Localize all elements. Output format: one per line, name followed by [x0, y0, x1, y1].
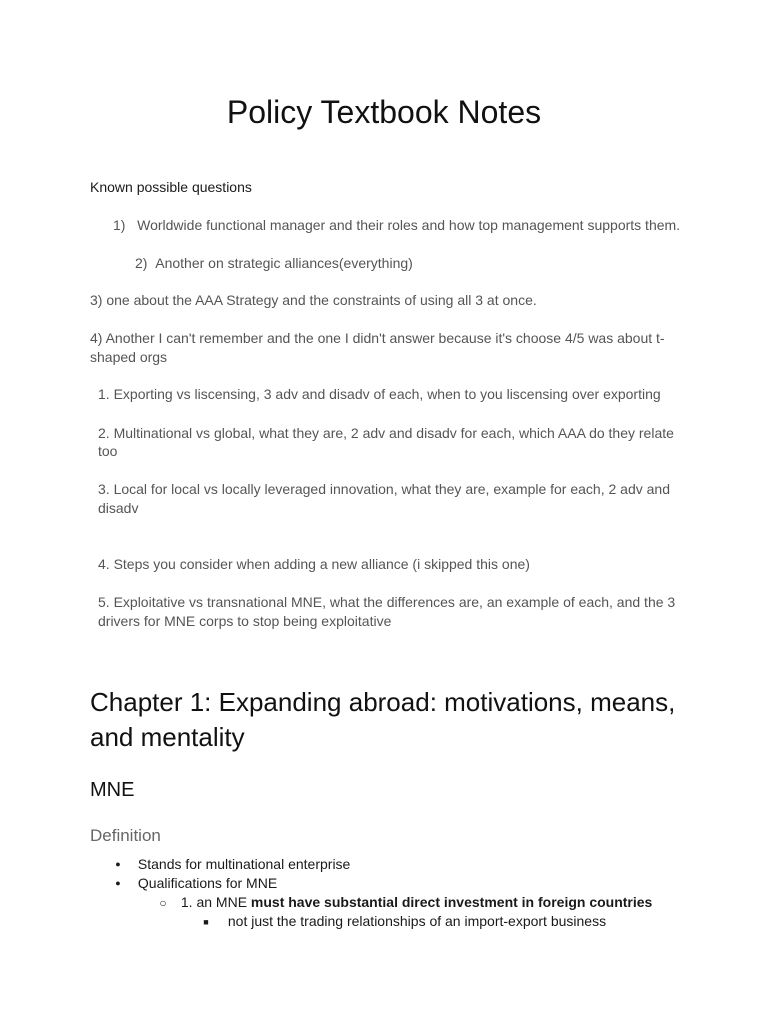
question-1-number: 1) [113, 217, 126, 233]
question-4-line-2: shaped orgs [90, 349, 168, 365]
list-item-5-line-1: 5. Exploitative vs transnational MNE, what the differences are, an example of each, and the 3 [98, 594, 676, 610]
bullet-square-icon: ■ [203, 917, 209, 927]
known-questions-heading: Known possible questions [90, 179, 252, 195]
bullet-item [110, 855, 350, 873]
question-2-number: 2) [135, 255, 148, 271]
bullet-text: Stands for multinational enterprise [137, 856, 351, 872]
list-item-5-line-2: drivers for MNE corps to stop being exploitative [98, 613, 392, 629]
bullet-text: Qualifications for MNE [137, 875, 278, 891]
list-item-3-line-1: 3. Local for local vs locally leveraged innovation, what they are, example for each, 2 adv and [98, 481, 670, 497]
chapter-heading-line-2: and mentality [90, 722, 245, 752]
question-1-text: Worldwide functional manager and their roles and how top management supports them. [137, 217, 681, 233]
section-heading: MNE [90, 779, 135, 801]
question-3: 3) one about the AAA Strategy and the constraints of using all 3 at once. [90, 292, 537, 308]
question-4-line-1: 4) Another I can't remember and the one I didn't answer because it's choose 4/5 was about t- [90, 330, 665, 346]
list-item-1: 1. Exporting vs liscensing, 3 adv and disadv of each, when to you liscensing over exporting [98, 386, 661, 402]
question-2 [135, 254, 413, 272]
subsection-heading: Definition [90, 826, 161, 845]
list-item-4: 4. Steps you consider when adding a new alliance (i skipped this one) [98, 556, 530, 572]
bullet-item-nested [155, 893, 652, 912]
bullet-text: not just the trading relationships of an import-export business [227, 913, 607, 929]
question-1 [113, 216, 680, 234]
list-item-3-line-2: disadv [98, 500, 139, 516]
list-item-2-line-1: 2. Multinational vs global, what they are, 2 adv and disadv for each, which AAA do they relate [98, 425, 674, 441]
bullet-disc-icon: ● [115, 878, 121, 888]
bullet-text-prefix: 1. an MNE [180, 894, 251, 910]
chapter-heading-line-1: Chapter 1: Expanding abroad: motivations, means, [90, 687, 676, 717]
question-2-text: Another on strategic alliances(everything) [155, 255, 413, 271]
bullet-circle-icon: ○ [159, 896, 167, 910]
page-title: Policy Textbook Notes [226, 94, 542, 130]
bullet-disc-icon: ● [115, 859, 121, 869]
list-item-2-line-2: too [98, 443, 118, 459]
bullet-text-bold: must have substantial direct investment in foreign countries [250, 894, 653, 910]
bullet-item-nested-2 [198, 912, 606, 931]
bullet-item [110, 874, 277, 892]
